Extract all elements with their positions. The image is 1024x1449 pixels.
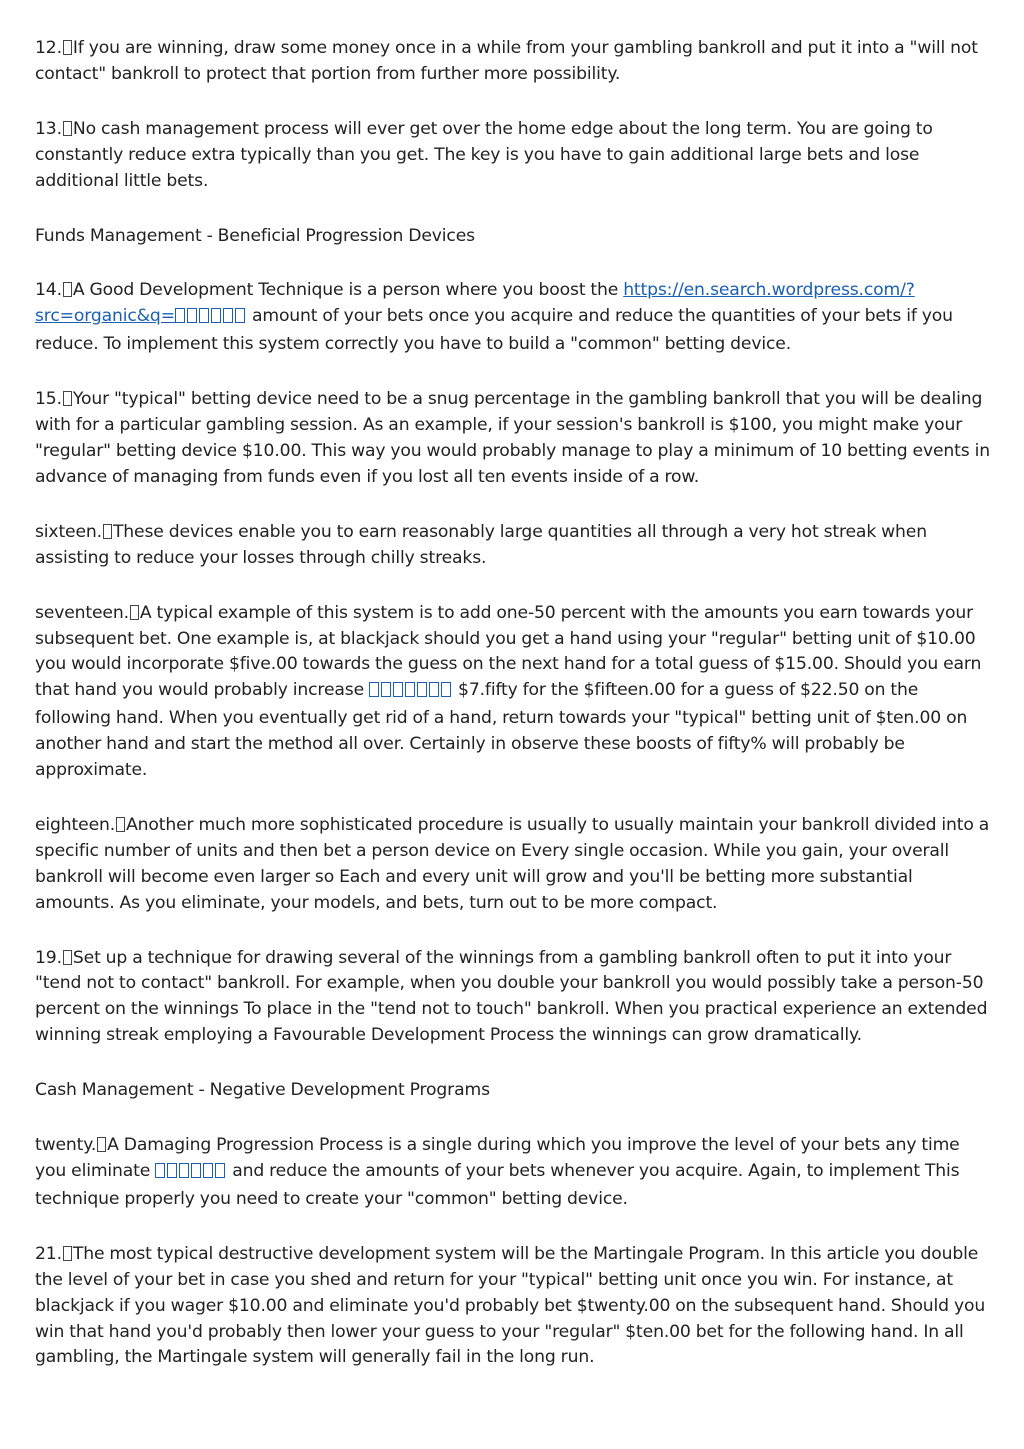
- paragraph-text: A Good Development Technique is a person where you boost the: [72, 280, 624, 301]
- section-heading-positive: Funds Management - Beneficial Progression Devices: [35, 225, 475, 246]
- paragraph-text: If you are winning, draw some money once in a while from your gambling bankroll and put it into a "will not contact" bankroll to protect that portion from further more possibility.: [35, 38, 978, 84]
- inline-link[interactable]: [155, 1161, 227, 1181]
- paragraph-text: Your "typical" betting device need to be a snug percentage in the gambling bankroll that you will be dealing with for a particular gambling session. As an example, if your session's bankroll is $100, you might make your "regular" betting device $10.00. This way you would probably manage to play a minimum of 10 betting events in advance of managing from funds even if you lost all ten events inside of a row.: [35, 389, 990, 487]
- paragraph-20: [35, 1133, 995, 1213]
- document-body: [35, 36, 995, 1400]
- missing-glyph-icon: [97, 1137, 106, 1152]
- missing-glyph-icon: [63, 1246, 72, 1261]
- paragraph-text: Another much more sophisticated procedure is usually to usually maintain your bankroll divided into a specific number of units and then bet a person device on Every single occasion. While you gain, your overall bankroll will become even larger so Each and every unit will grow and you'll be betting more substantial amounts. As you eliminate, your models, and bets, turn out to be more compact.: [35, 814, 990, 913]
- missing-glyph-icon: [155, 1161, 227, 1187]
- section-heading-negative: Cash Management - Negative Development Programs: [35, 1080, 490, 1101]
- item-number: sixteen.: [35, 521, 102, 542]
- missing-glyph-icon: [369, 680, 453, 706]
- paragraph-text: No cash management process will ever get over the home edge about the long term. You are going to constantly reduce extra typically than you get. The key is you have to gain additional large bets and lose additional little bets.: [35, 118, 933, 191]
- paragraph-text: $7.fifty for the $fifteen.00 for a guess of $22.50 on the following hand. When you eventually get rid of a hand, return towards your "typical" betting unit of $ten.00 on another hand and start the method all over. Certainly in observe these boosts of fifty% will probably be approximate.: [35, 680, 968, 781]
- paragraph-text: The most typical destructive development system will be the Martingale Program. In this article you double the level of your bet in case you shed and return for your "typical" betting unit once you win. For instance, at blackjack if you wager $10.00 and eliminate you'd probably bet $twenty.00 on the subsequent hand. Should you win that hand you'd probably then lower your guess to your "regular" $ten.00 bet for the following hand. In all gambling, the Martingale system will generally fail in the long run.: [35, 1243, 986, 1368]
- item-number: 12.: [35, 38, 62, 58]
- paragraph-13: [35, 117, 995, 195]
- paragraph-text: Set up a technique for drawing several of the winnings from a gambling bankroll often to put it into your "tend not to contact" bankroll. For example, when you double your bankroll you would possibly take a person-50 percent on the winnings To place in the "tend not to touch" bankroll. When you practical experience an extended winning streak employing a Favourable Development Process the winnings can grow dramatically.: [35, 947, 988, 1046]
- missing-glyph-icon: [130, 605, 139, 620]
- search-link-text: https://en.search.wordpress.com/?src=organic&q=: [35, 280, 915, 327]
- missing-glyph-icon: [103, 524, 112, 539]
- missing-glyph-icon: [63, 282, 72, 297]
- paragraph-text: and reduce the amounts of your bets whenever you acquire. Again, to implement This technique properly you need to create your "common" betting device.: [35, 1161, 960, 1209]
- item-number: 13.: [35, 118, 62, 139]
- inline-link[interactable]: [369, 680, 453, 700]
- item-number: 21.: [35, 1243, 62, 1264]
- item-number: twenty.: [35, 1135, 97, 1156]
- missing-glyph-icon: [63, 121, 72, 136]
- missing-glyph-icon: [63, 40, 72, 55]
- item-number: 14.: [35, 280, 62, 301]
- paragraph-14: [35, 278, 995, 358]
- paragraph-16: [35, 520, 995, 572]
- item-number: seventeen.: [35, 602, 129, 623]
- paragraph-text: amount of your bets once you acquire and reduce the quantities of your bets if you reduce. To implement this system correctly you have to build a "common" betting device.: [35, 306, 953, 355]
- paragraph-text: A typical example of this system is to add one-50 percent with the amounts you earn towards your subsequent bet. One example is, at blackjack should you get a hand using your "regular" betting unit of $10.00 you would incorporate $five.00 towards the guess on the next hand for a total guess of $15.00. Should you earn that hand you would probably increase: [35, 602, 982, 701]
- paragraph-text: These devices enable you to earn reasonably large quantities all through a very hot streak when assisting to reduce your losses through chilly streaks.: [35, 521, 927, 568]
- item-number: 19.: [35, 947, 62, 968]
- item-number: 15.: [35, 389, 62, 410]
- paragraph-17: [35, 601, 995, 784]
- missing-glyph-icon: [63, 391, 72, 406]
- missing-glyph-icon: [175, 306, 247, 332]
- missing-glyph-icon: [116, 817, 125, 832]
- missing-glyph-icon: [63, 950, 72, 965]
- paragraph-15: [35, 387, 995, 491]
- paragraph-19: [35, 946, 995, 1050]
- paragraph-12: [35, 36, 995, 88]
- paragraph-18: [35, 813, 995, 917]
- item-number: eighteen.: [35, 814, 116, 835]
- paragraph-text: A Damaging Progression Process is a single during which you improve the level of your bets any time you eliminate: [35, 1135, 960, 1181]
- paragraph-21: [35, 1242, 995, 1372]
